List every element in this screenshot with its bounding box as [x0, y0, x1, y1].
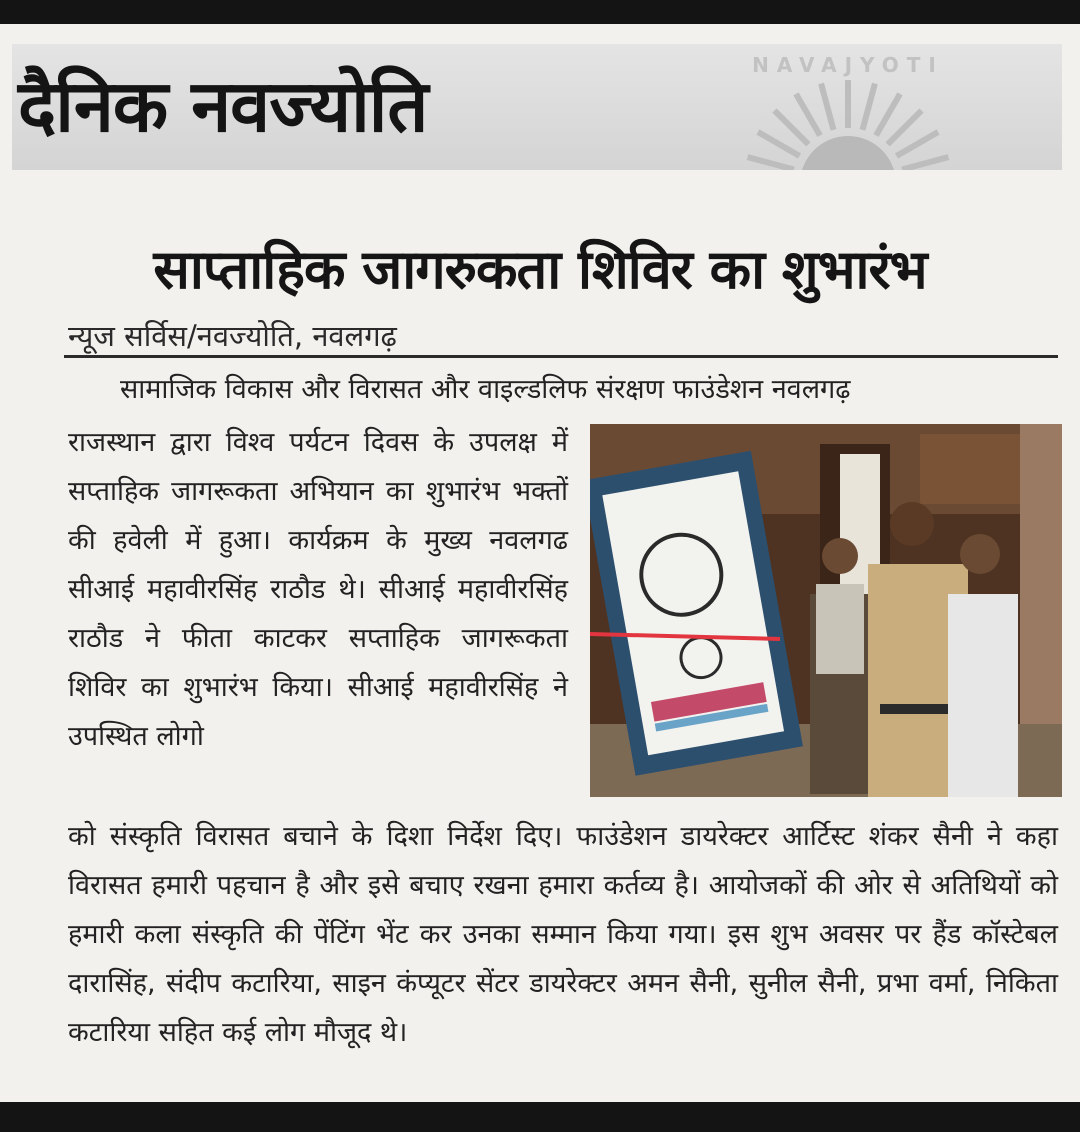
article-byline: न्यूज सर्विस/नवज्योति, नवलगढ़ — [68, 319, 397, 353]
sun-ray — [888, 110, 922, 144]
sun-ray — [902, 157, 948, 169]
article-lead-line: सामाजिक विकास और विरासत और वाइल्डलिफ संरक्षण फाउंडेशन नवलगढ़ — [120, 374, 851, 405]
sun-ray — [796, 94, 820, 136]
sun-ray — [774, 110, 808, 144]
newspaper-clipping — [0, 24, 1080, 1102]
article-body-full-width: को संस्कृति विरासत बचाने के दिशा निर्देश दिए। फाउंडेशन डायरेक्टर आर्टिस्ट शंकर सैनी ने कहा विरासत हमारी पहचान है और इसे बचाए रखना हमारा कर्तव्य है। आयोजकों की ओर से अतिथियों को हमारी कला संस्कृति की पेंटिंग भेंट कर उनका सम्मान किया गया। इस शुभ अवसर पर हैंड कॉस्टेबल दारासिंह, संदीप कटारिया, साइन कंप्यूटर सेंटर डायरेक्टर अमन सैनी, सुनील सैनी, प्रभा वर्मा, निकिता कटारिया सहित कई लोग मौजूद थे। — [68, 821, 1058, 1048]
article-column-left: राजस्थान द्वारा विश्व पर्यटन दिवस के उपलक्ष में सप्ताहिक जागरूकता अभियान का शुभारंभ भक्तों की हवेली में हुआ। कार्यक्रम के मुख्य नवलगढ सीआई महावीरसिंह राठौड थे। सीआई महावीरसिंह राठौड ने फीता काटकर सप्ताहिक जागरूकता शिविर का शुभारंभ किया। सीआई महावीरसिंह ने उपस्थित लोगो — [68, 427, 568, 752]
sun-ray — [821, 84, 833, 130]
sun-ray — [758, 132, 800, 156]
event-photo — [590, 424, 1062, 797]
byline-divider — [64, 355, 1058, 358]
masthead-title: दैनिक नवज्योति — [18, 64, 428, 148]
sun-ray — [876, 94, 900, 136]
masthead-band — [12, 44, 1062, 170]
sun-ray — [862, 84, 874, 130]
article-headline: साप्ताहिक जागरुकता शिविर का शुभारंभ — [153, 238, 927, 301]
sun-ray — [748, 157, 794, 169]
logo-text: NAVAJYOTI — [752, 53, 944, 77]
sun-ray — [896, 132, 938, 156]
sun-logo-icon — [718, 44, 978, 170]
